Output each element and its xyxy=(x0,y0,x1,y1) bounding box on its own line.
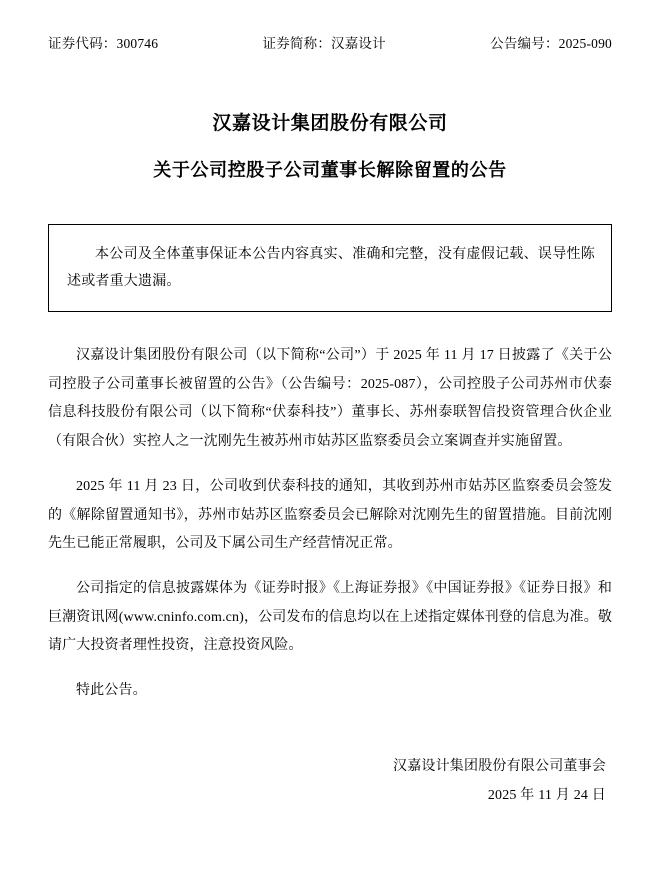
body-paragraph: 特此公告。 xyxy=(76,682,147,698)
signature-block xyxy=(48,752,612,811)
document-header xyxy=(48,32,612,52)
announcement-number: 公告编号：2025-090 xyxy=(490,36,612,51)
signature-date: 2025 年 11 月 24 日 xyxy=(487,788,606,804)
body-paragraph: 2025 年 11 月 23 日，公司收到伏泰科技的通知，其收到苏州市姑苏区监察委员会签发的《解除留置通知书》，苏州市姑苏区监察委员会已解除对沈刚先生的留置措施。目前沈刚先生已能正常履职，公司及下属公司生产经营情况正常。 xyxy=(48,478,612,552)
signature-company: 汉嘉设计集团股份有限公司董事会 xyxy=(393,758,606,774)
body-paragraph: 汉嘉设计集团股份有限公司（以下简称“公司”）于 2025 年 11 月 17 日披露了《关于公司控股子公司董事长被留置的公告》（公告编号：2025-087），公司控股子公司苏州市伏泰信息科技股份有限公司（以下简称“伏泰科技”）董事长、苏州泰联智信投资管理合伙企业（有限合伙）实控人之一沈刚先生被苏州市姑苏区监察委员会立案调查并实施留置。 xyxy=(48,348,612,450)
page-subtitle: 关于公司控股子公司董事长解除留置的公告 xyxy=(153,159,507,180)
title-block xyxy=(48,110,612,184)
page-title: 汉嘉设计集团股份有限公司 xyxy=(212,113,448,134)
security-code: 证券代码：300746 xyxy=(48,36,159,51)
disclaimer-box xyxy=(48,224,612,313)
disclaimer-text: 本公司及全体董事保证本公告内容真实、准确和完整，没有虚假记载、误导性陈述或者重大遗漏。 xyxy=(67,246,595,289)
body-content xyxy=(48,342,612,706)
security-name: 证券简称：汉嘉设计 xyxy=(262,36,386,51)
body-paragraph: 公司指定的信息披露媒体为《证券时报》《上海证券报》《中国证券报》《证券日报》和巨潮资讯网(www.cninfo.com.cn)，公司发布的信息均以在上述指定媒体刊登的信息为准。敬请广大投资者理性投资，注意投资风险。 xyxy=(48,580,612,654)
